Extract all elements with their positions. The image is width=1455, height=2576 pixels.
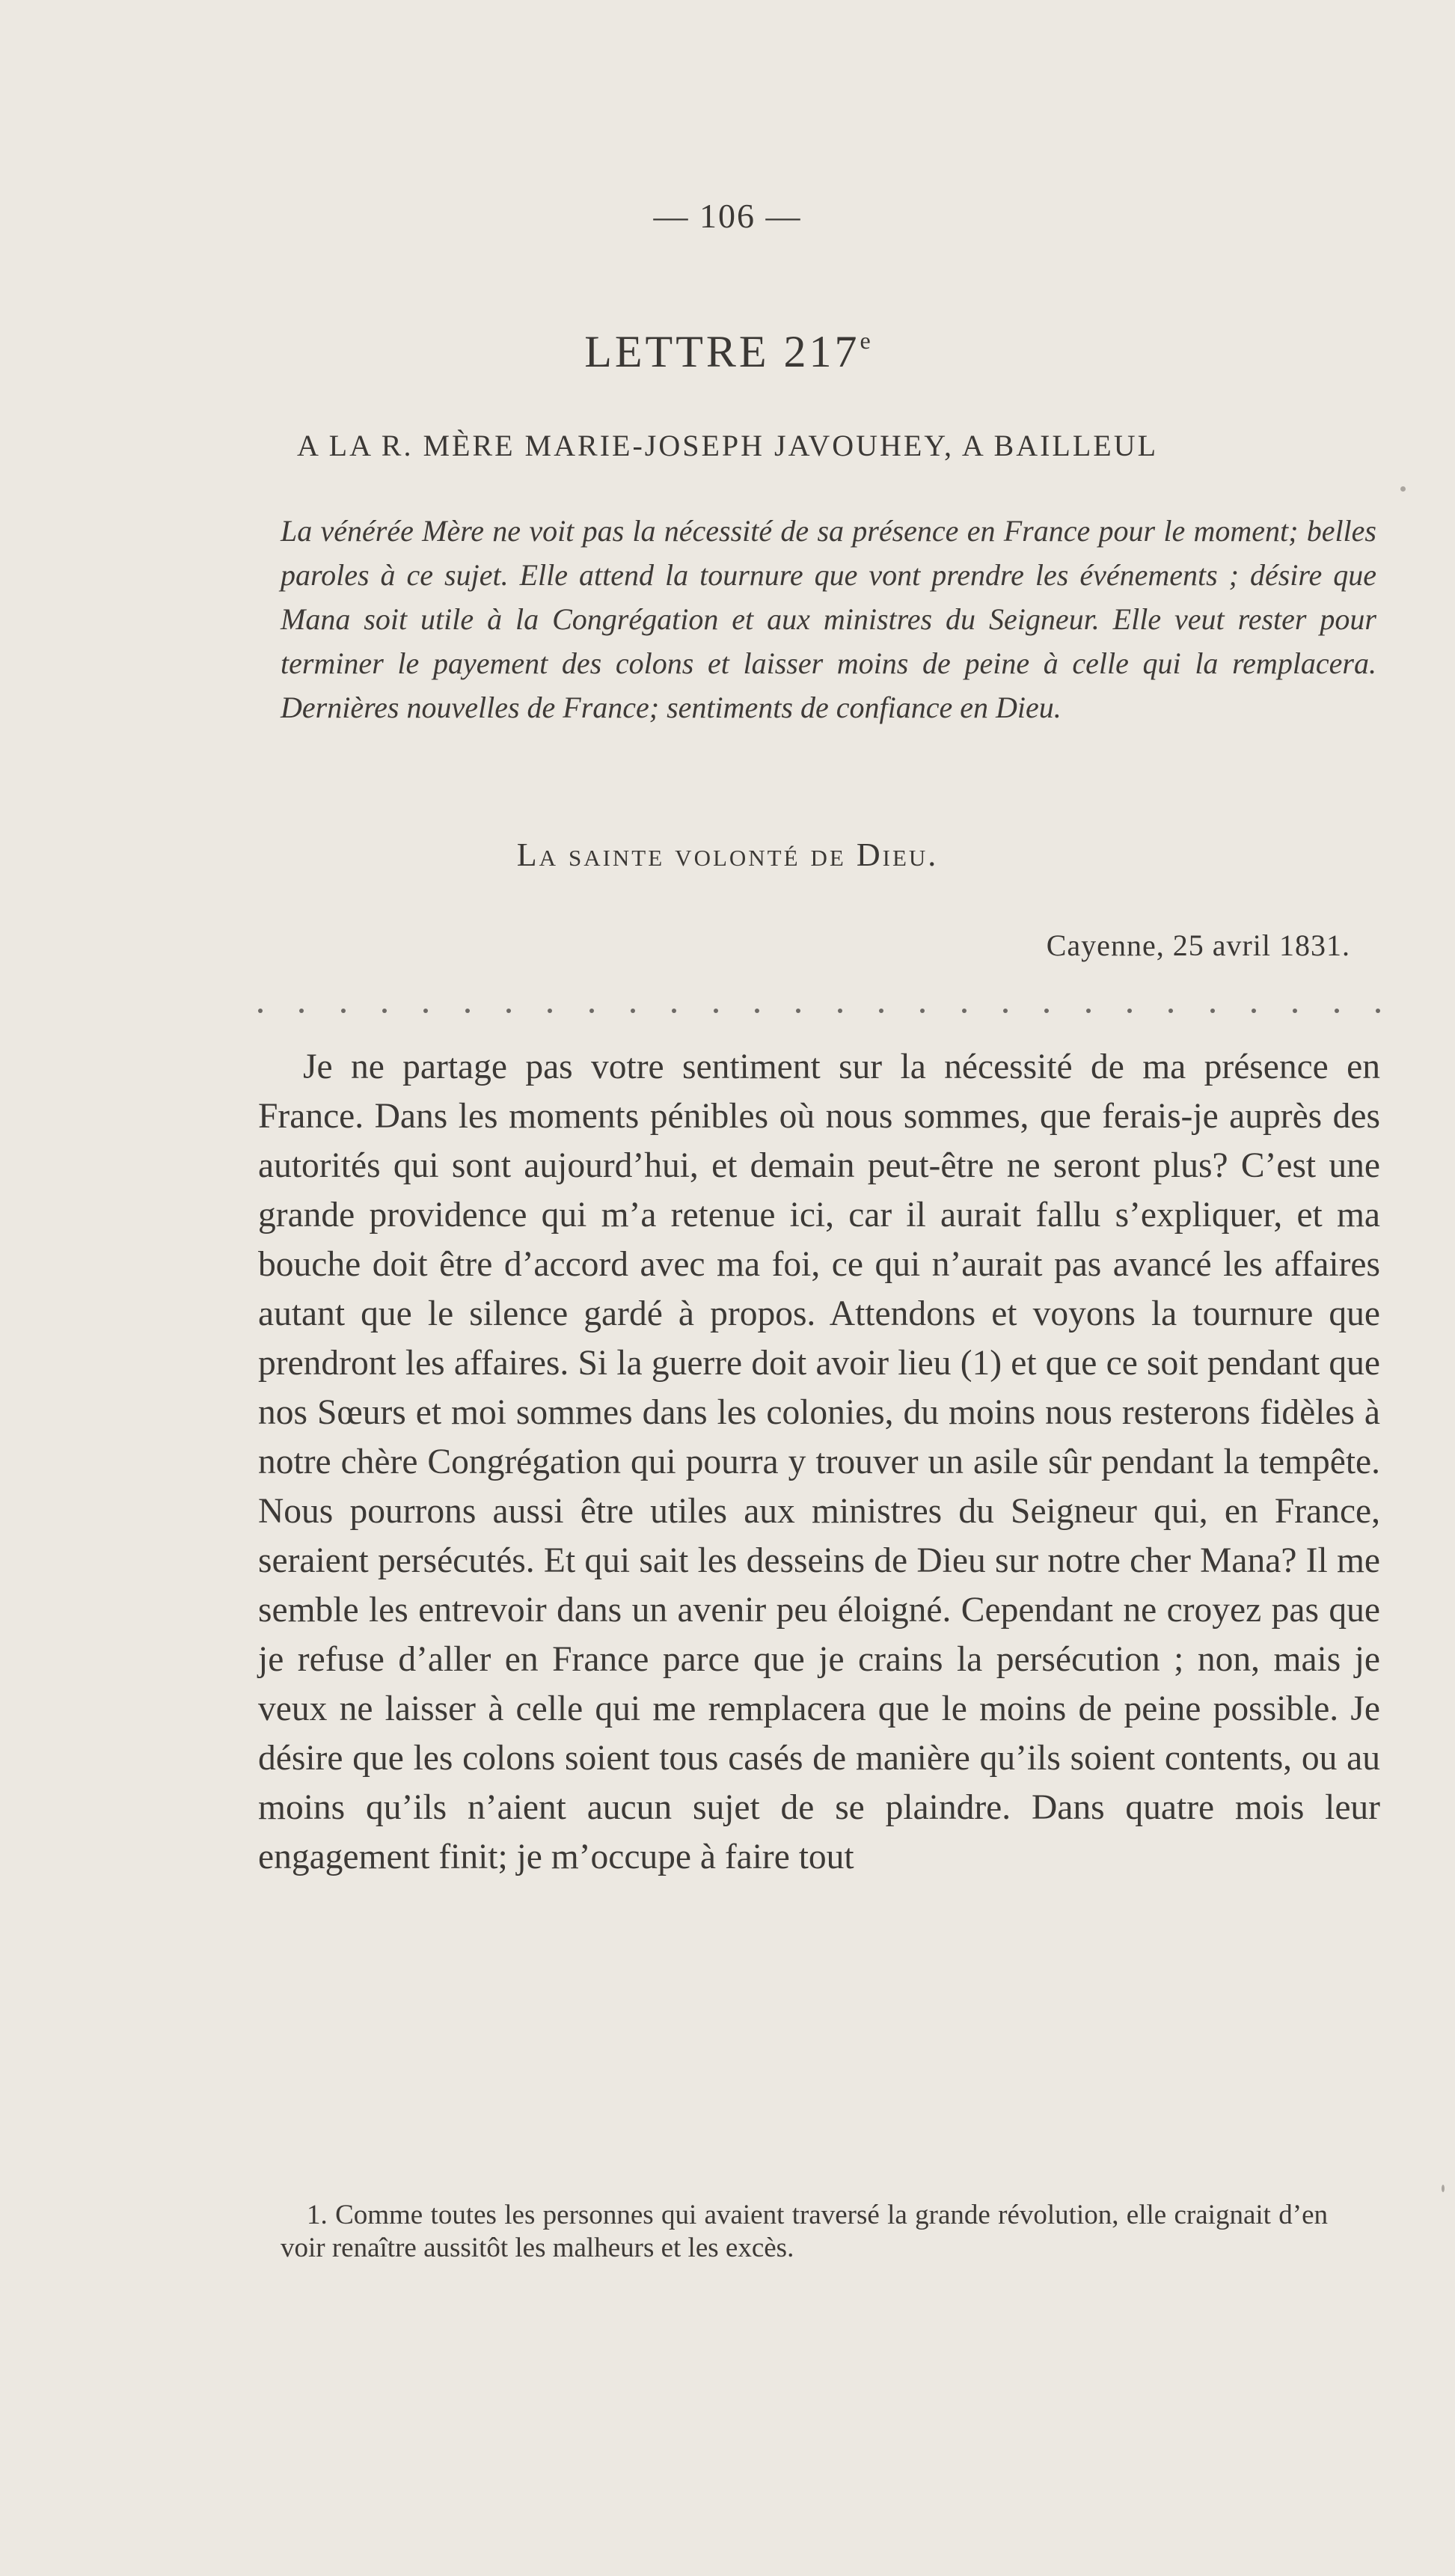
letter-body — [258, 1042, 1380, 1882]
letter-epigraph: La sainte volonté de Dieu. — [516, 836, 939, 873]
page-number: — 106 — — [653, 197, 802, 235]
ellipsis-divider — [258, 1006, 1380, 1015]
body-paragraph: Je ne partage pas votre sentiment sur la nécessité de ma présence en France. Dans les moments pénibles où nous sommes, que ferais-je auprès des autorités qui sont aujourd’hui, et demain peut-être ne seront plus? C’est une grande providence qui m’a retenue ici, car il aurait fallu s’expliquer, et ma bouche doit être d’accord avec ma foi, ce qui n’aurait pas avancé les affaires autant que le silence gardé à propos. Attendons et voyons la tournure que prendront les affaires. Si la guerre doit avoir lieu (1) et que ce soit pendant que nos Sœurs et moi sommes dans les colonies, du moins nous resterons fidèles à notre chère Congrégation qui pourra y trouver un asile sûr pendant la tempête. Nous pourrons aussi être utiles aux ministres du Seigneur qui, en France, seraient persécutés. Et qui sait les desseins de Dieu sur notre cher Mana? Il me semble les entrevoir dans un avenir peu éloigné. Cependant ne croyez pas que je refuse d’aller en France parce que je crains la persécution ; non, mais je veux ne laisser à celle qui me remplacera que le moins de peine possible. Je désire que les colons soient tous casés de manière qu’ils soient contents, ou au moins qu’ils n’aient aucun sujet de se plaindre. Dans quatre mois leur engagement finit; je m’occupe à faire tout — [258, 1047, 1380, 1876]
letter-title — [0, 326, 1455, 378]
letter-dateline: Cayenne, 25 avril 1831. — [1046, 928, 1350, 962]
paper-speck — [1400, 486, 1406, 492]
letter-summary: La vénérée Mère ne voit pas la nécessité de sa présence en France pour le moment; belles paroles à ce sujet. Elle attend la tournure que vont prendre les événements ; désire que Mana soit utile à la Congrégation et aux ministres du Seigneur. Elle veut rester pour terminer le payement des colons et laisser moins de peine à celle qui la remplacera. Dernières nouvelles de France; sentiments de confiance en Dieu. — [281, 514, 1376, 724]
footnote — [281, 2199, 1328, 2265]
letter-title-superscript: e — [860, 327, 871, 354]
letter-title-text: LETTRE 217 — [584, 327, 860, 376]
footnote-text: 1. Comme toutes les personnes qui avaient traversé la grande révolution, elle craignait d’en voir renaître aussitôt les malheurs et les excès. — [281, 2200, 1328, 2263]
paper-speck — [1442, 2185, 1445, 2192]
letter-addressee: A LA R. MÈRE MARIE-JOSEPH JAVOUHEY, A BAILLEUL — [296, 429, 1159, 462]
